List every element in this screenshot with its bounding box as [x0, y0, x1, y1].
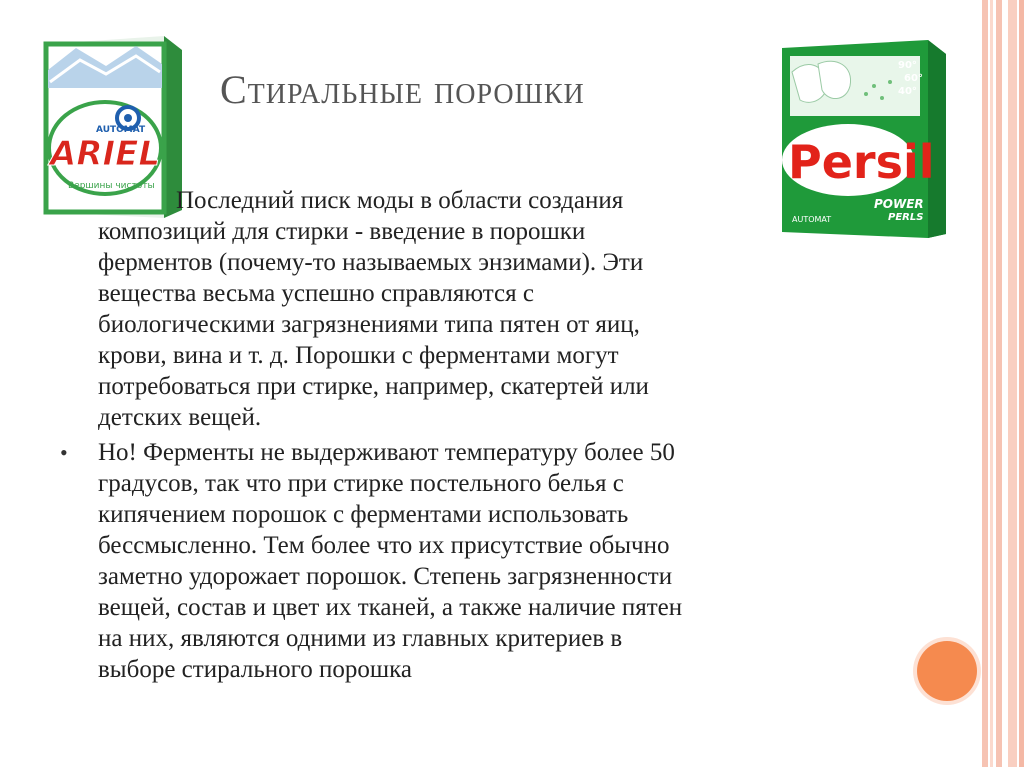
bullet-marker: • — [60, 440, 68, 465]
ariel-tagline: Вершины чистоты — [68, 181, 155, 191]
paragraph-line: крови, вина и т. д. Порошки с ферментами могут — [98, 342, 619, 369]
decor-stripe — [982, 0, 988, 767]
paragraph-line: вещества весьма успешно справляются с — [98, 280, 534, 307]
ariel-top-label: AUTOMAT — [96, 125, 146, 135]
persil-temp-90: 90° — [898, 60, 917, 71]
paragraph-temperature — [98, 437, 888, 685]
paragraph-line: детских вещей. — [98, 404, 262, 431]
persil-temp-60: 60° — [904, 73, 923, 84]
paragraph-line: композиций для стирки - введение в порошки — [98, 218, 586, 245]
ariel-brand: ARIEL — [50, 134, 161, 174]
paragraph-line: на них, являются одними из главных критериев в — [98, 625, 623, 652]
persil-side-label: AUTOMAT — [792, 215, 832, 224]
paragraph-line: вещей, состав и цвет их тканей, а также наличие пятен — [98, 594, 683, 621]
paragraph-line: выборе стирального порошка — [98, 656, 413, 683]
paragraph-line: биологическими загрязнениями типа пятен от яиц, — [98, 311, 640, 338]
paragraph-line: заметно удорожает порошок. Степень загрязненности — [98, 563, 673, 590]
decor-stripe — [996, 0, 1002, 767]
orange-dot-decoration — [917, 641, 977, 701]
paragraph-line: потребоваться при стирке, например, скатертей или — [98, 373, 649, 400]
persil-sub-brand-2: PERLS — [888, 212, 924, 223]
persil-temp-40: 40° — [898, 86, 917, 97]
paragraph-line: Но! Ферменты не выдерживают температуру более 50 — [98, 439, 675, 466]
paragraph-line: ферментов (почему-то называемых энзимами). Эти — [98, 249, 644, 276]
persil-box-image — [778, 38, 948, 238]
persil-brand: Persil — [788, 135, 935, 189]
paragraph-line: градусов, так что при стирке постельного белья с — [98, 470, 624, 497]
paragraph-line: Последний писк моды в области создания — [176, 187, 624, 214]
persil-sub-brand-1: POWER — [874, 197, 924, 211]
decor-stripe — [1008, 0, 1017, 767]
paragraph-line: бессмысленно. Тем более что их присутствие обычно — [98, 532, 670, 559]
paragraph-line: кипячением порошок с ферментами использовать — [98, 501, 629, 528]
decor-stripe — [990, 0, 993, 767]
slide-title: Стиральные порошки — [220, 67, 585, 112]
decor-stripe — [1019, 0, 1024, 767]
paragraph-enzymes — [98, 185, 778, 433]
